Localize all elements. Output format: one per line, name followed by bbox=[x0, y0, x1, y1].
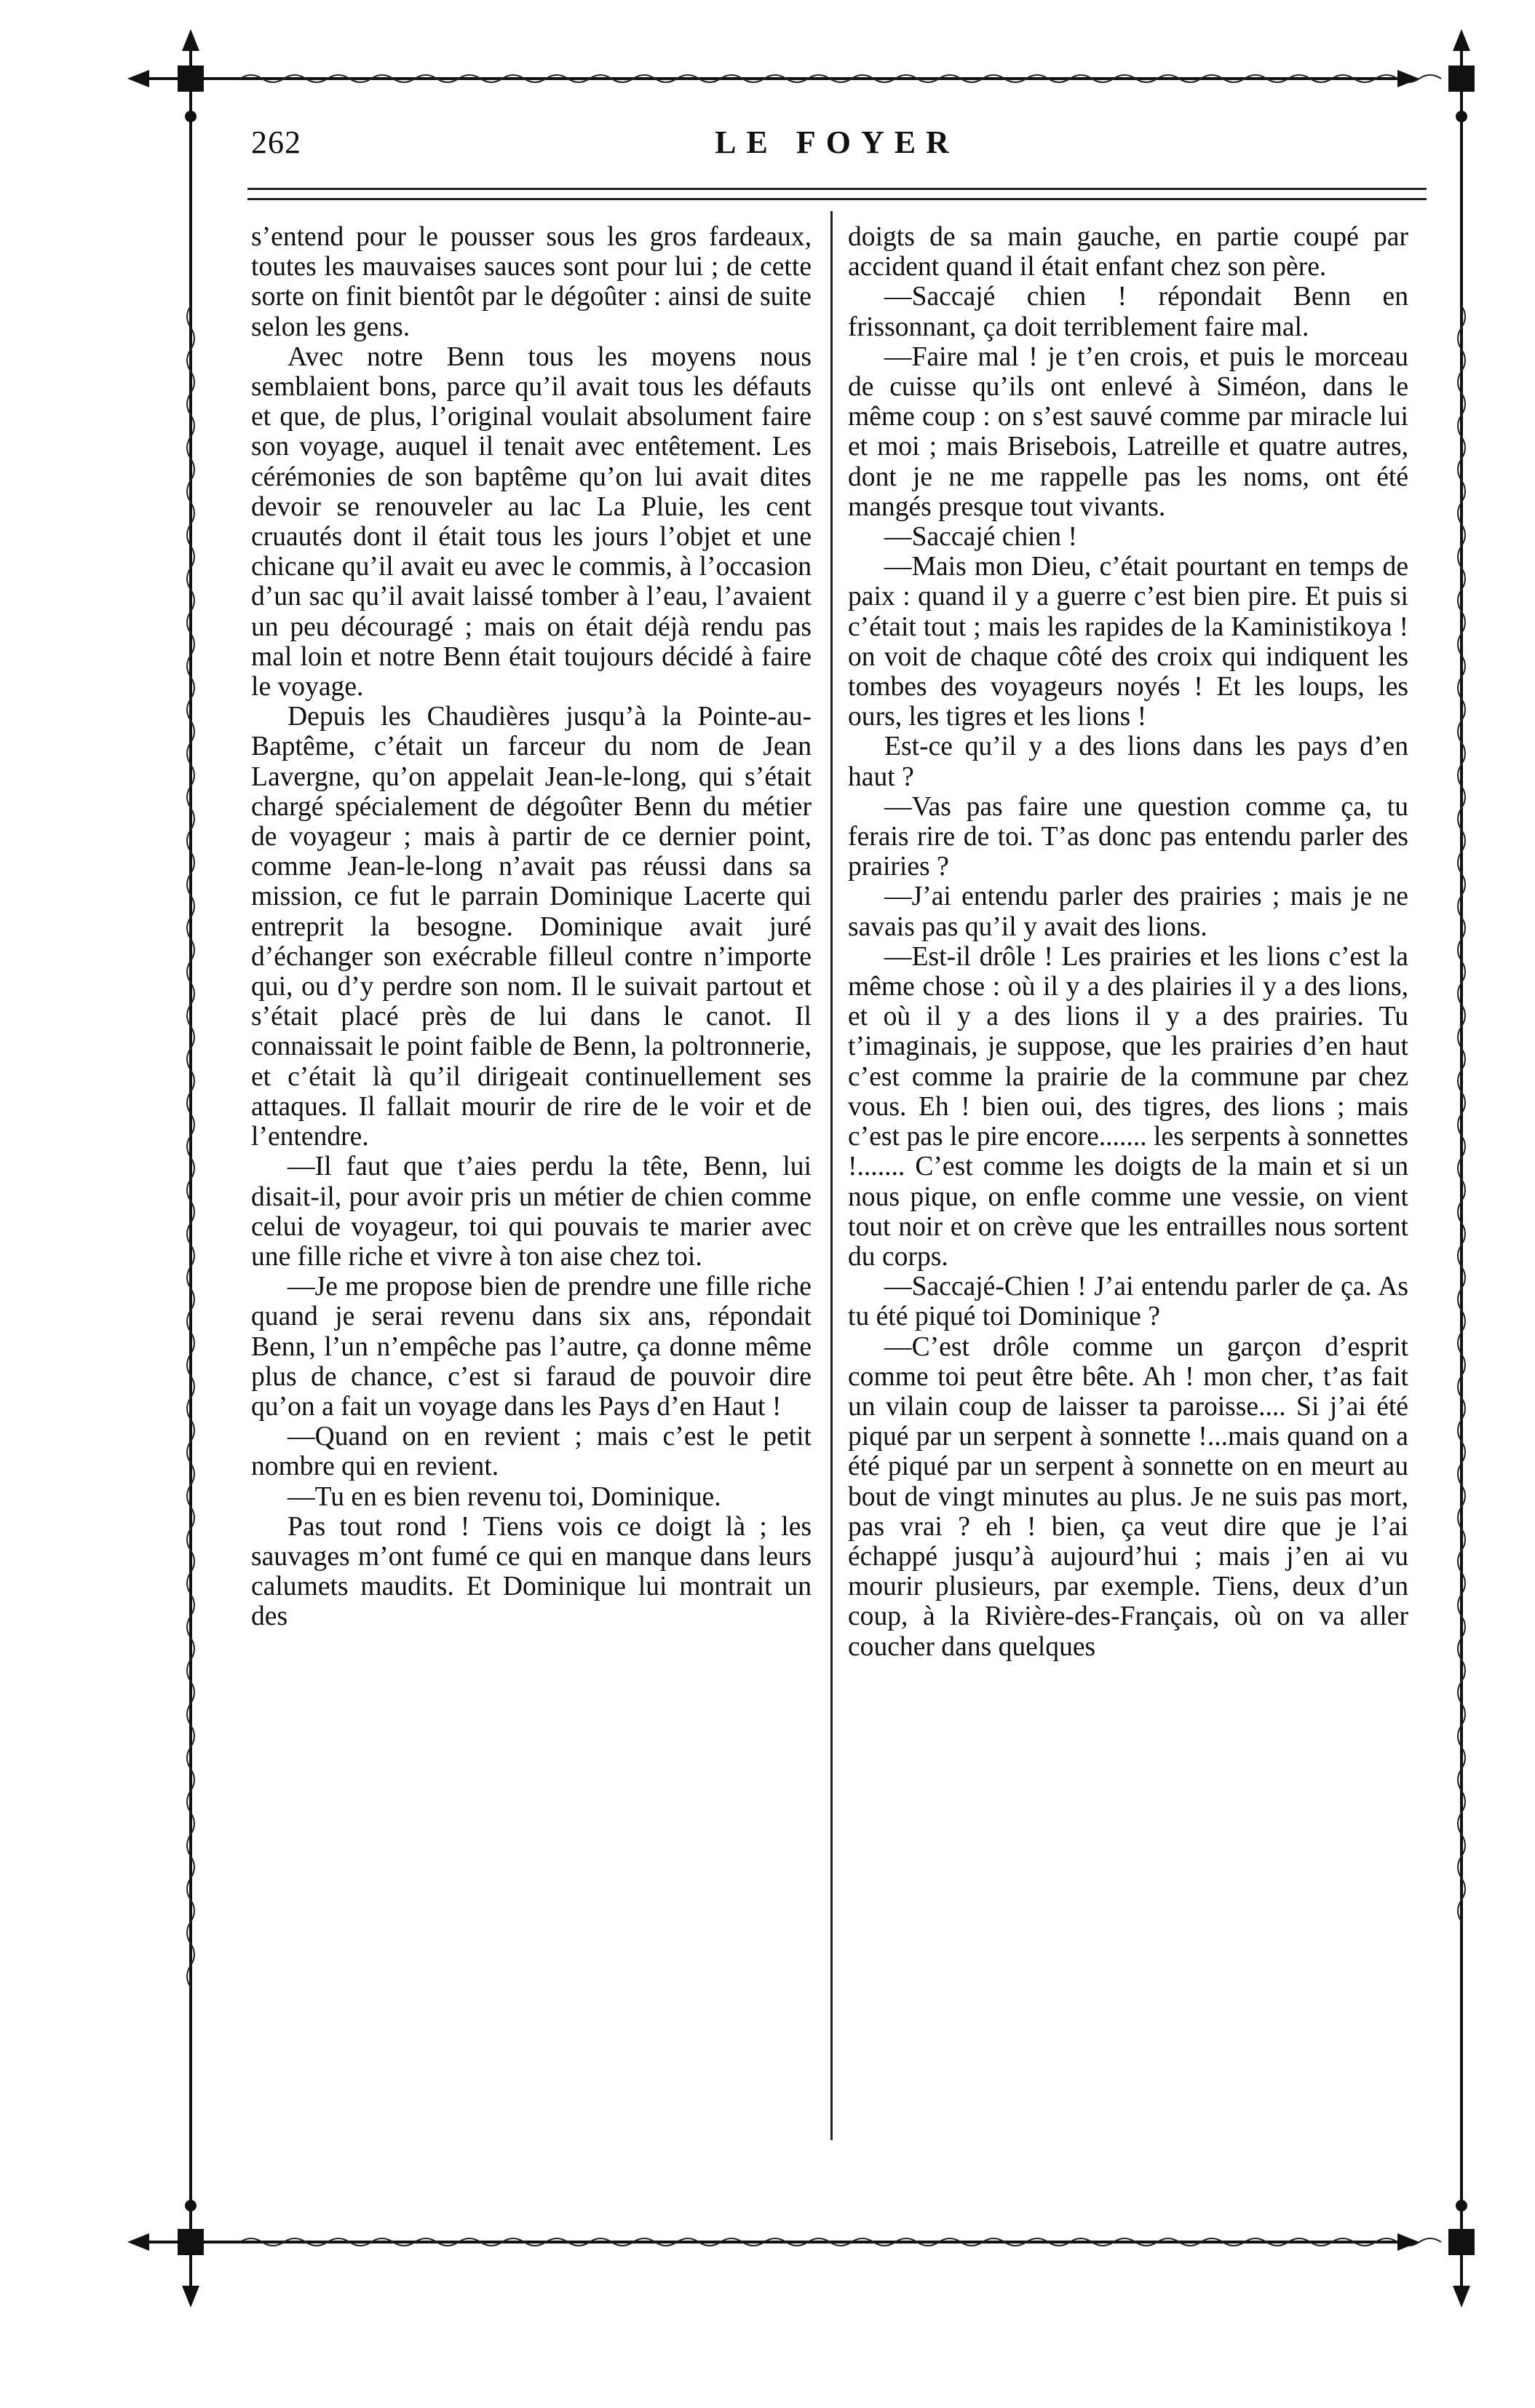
column-divider bbox=[830, 211, 833, 2140]
right-column bbox=[848, 222, 1408, 1662]
left-column bbox=[251, 222, 812, 1632]
paragraph: —Je me propose bien de prendre une fille riche quand je serai revenu dans six ans, répondait Benn, l’un n’empêche pas l’autre, ça donne même plus de chance, c’est si faraud de pouvoir dire qu’on a fait un voyage dans les Pays d’en Haut ! bbox=[251, 1272, 812, 1422]
page-header bbox=[251, 124, 1423, 175]
header-rule-top bbox=[247, 188, 1427, 190]
page-number: 262 bbox=[251, 124, 301, 160]
paragraph: —C’est drôle comme un garçon d’esprit comme toi peut être bête. Ah ! mon cher, t’as fait un vilain coup de laisser ta paroisse.... Si j’ai été piqué par un serpent à sonnette !...mais quand on a été piqué par un serpent à sonnette on en meurt au bout de vingt minutes au plus. Je ne suis pas mort, pas vrai ? eh ! bien, ça veut dire que je l’ai échappé jusqu’à aujourd’hui ; mais j’en ai vu mourir plusieurs, par exemple. Tiens, deux d’un coup, à la Rivière-des-Français, où on va aller coucher dans quelques bbox=[848, 1331, 1408, 1662]
paragraph: —Vas pas faire une question comme ça, tu ferais rire de toi. T’as donc pas entendu parler des prairies ? bbox=[848, 791, 1408, 882]
paragraph: Est-ce qu’il y a des lions dans les pays d’en haut ? bbox=[848, 732, 1408, 792]
paragraph: doigts de sa main gauche, en partie coupé par accident quand il était enfant chez son père. bbox=[848, 222, 1408, 282]
header-rule-bottom bbox=[247, 198, 1427, 200]
paragraph: —Saccajé chien ! répondait Benn en frissonnant, ça doit terriblement faire mal. bbox=[848, 282, 1408, 342]
paragraph: —Tu en es bien revenu toi, Dominique. bbox=[287, 1481, 721, 1512]
paragraph: —Faire mal ! je t’en crois, et puis le morceau de cuisse qu’ils ont enlevé à Siméon, dans le même coup : on s’est sauvé comme par miracle lui et moi ; mais Brisebois, Latreille et quatre autres, dont je ne me rappelle pas les noms, ont été mangés presque tout vivants. bbox=[848, 341, 1408, 522]
paragraph: —Il faut que t’aies perdu la tête, Benn, lui disait-il, pour avoir pris un métier de chien comme celui de voyageur, toi qui pouvais te marier avec une fille riche et vivre à ton aise chez toi. bbox=[251, 1152, 812, 1272]
paragraph: Pas tout rond ! Tiens vois ce doigt là ; les sauvages m’ont fumé ce qui en manque dans leurs calumets maudits. Et Dominique lui montrait un des bbox=[251, 1511, 812, 1632]
paragraph: —Saccajé chien ! bbox=[884, 522, 1077, 553]
paragraph: s’entend pour le pousser sous les gros fardeaux, toutes les mauvaises sauces sont pour lui ; de cette sorte on finit bientôt par le dégoûter : ainsi de suite selon les gens. bbox=[251, 222, 812, 342]
paragraph: —Quand on en revient ; mais c’est le petit nombre qui en revient. bbox=[251, 1422, 812, 1482]
paragraph: —Saccajé-Chien ! J’ai entendu parler de ça. As tu été piqué toi Dominique ? bbox=[848, 1272, 1408, 1332]
running-title: LE FOYER bbox=[715, 124, 959, 160]
paragraph: —J’ai entendu parler des prairies ; mais je ne savais pas qu’il y avait des lions. bbox=[848, 882, 1408, 942]
paragraph: Avec notre Benn tous les moyens nous semblaient bons, parce qu’il avait tous les défauts et que, de plus, l’original voulait absolument faire son voyage, auquel il tenait avec entêtement. Les cérémonies de son baptême qu’on lui avait dites devoir se renouveler au lac La Pluie, les cent cruautés dont il était tous les jours l’objet et une chicane qu’il avait eu avec le commis, à l’occasion d’un sac qu’il avait laissé tomber à l’eau, l’avaient un peu découragé ; mais on était déjà rendu pas mal loin et notre Benn était toujours décidé à faire le voyage. bbox=[251, 341, 812, 702]
paragraph: —Mais mon Dieu, c’était pourtant en temps de paix : quand il y a guerre c’est bien pire. Et puis si c’était tout ; mais les rapides de la Kaministikoya ! on voit de chaque côté des croix qui indiquent les tombes des voyageurs noyés ! Et les loups, les ours, les tigres et les lions ! bbox=[848, 552, 1408, 732]
paragraph: —Est-il drôle ! Les prairies et les lions c’est la même chose : où il y a des plairies il y a des lions, et où il y a des lions il y a des prairies. Tu t’imaginais, je suppose, que les prairies d’en haut c’est comme la prairie de la commune par chez vous. Eh ! bien oui, des tigres, des lions ; mais c’est pas le pire encore....... les serpents à sonnettes !....... C’est comme les doigts de la main et si un nous pique, on enfle comme une vessie, on vient tout noir et on crève que les entrailles nous sortent du corps. bbox=[848, 941, 1408, 1272]
paragraph: Depuis les Chaudières jusqu’à la Pointe-au-Baptême, c’était un farceur du nom de Jean Lavergne, qu’on appelait Jean-le-long, qui s’était chargé spécialement de dégoûter Benn du métier de voyageur ; mais à partir de ce dernier point, comme Jean-le-long n’avait pas réussi dans sa mission, ce fut le parrain Dominique Lacerte qui entreprit la besogne. Dominique avait juré d’échanger son exécrable filleul contre n’importe qui, ou d’y perdre son nom. Il le suivait partout et s’était placé près de lui dans le canot. Il connaissait le point faible de Benn, la poltronnerie, et c’était là qu’il dirigeait continuellement ses attaques. Il fallait mourir de rire de le voir et de l’entendre. bbox=[251, 702, 812, 1152]
